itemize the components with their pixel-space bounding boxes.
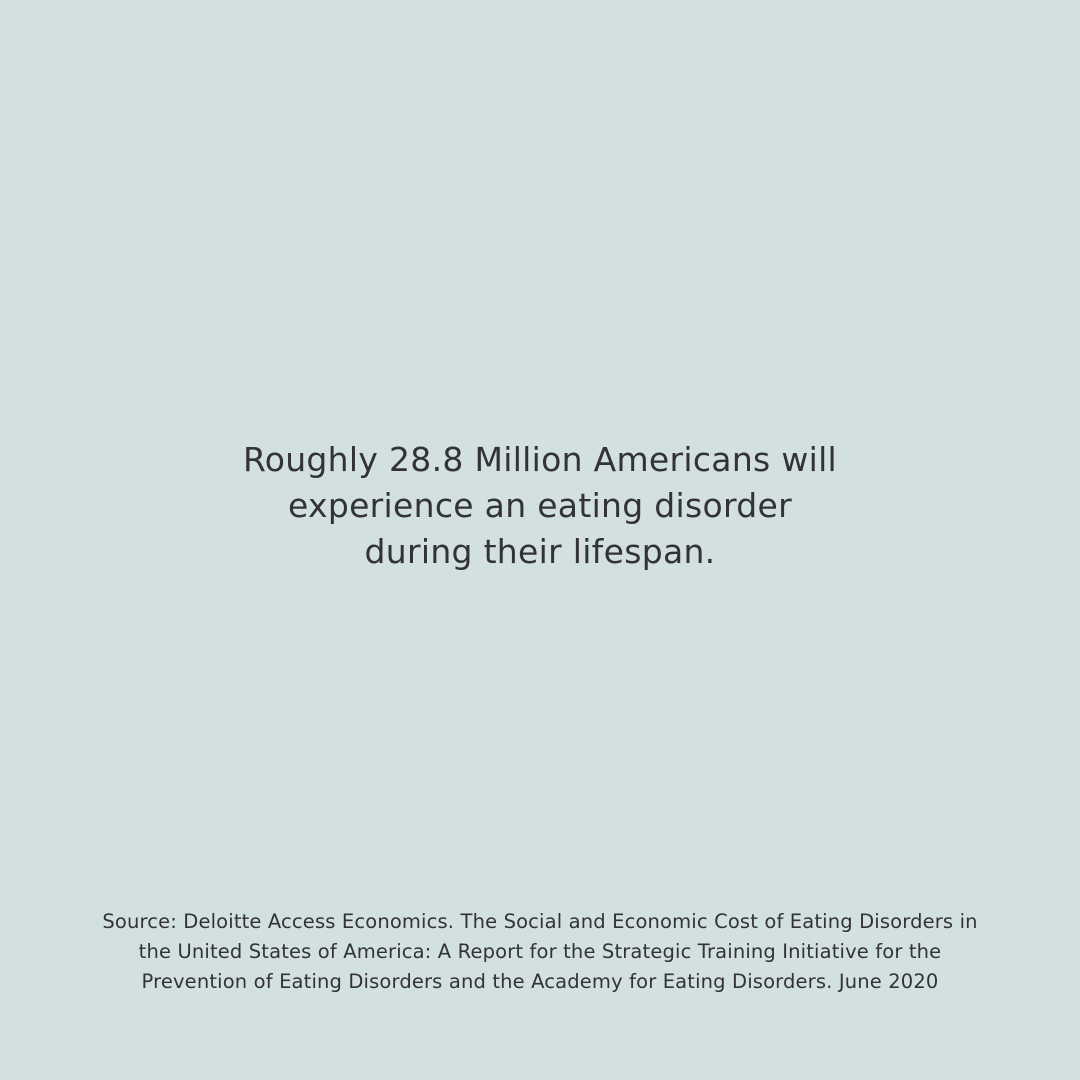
source-citation	[0, 907, 1080, 997]
source-line: the United States of America: A Report for the Strategic Training Initiative for the	[138, 940, 942, 963]
source-line: Source: Deloitte Access Economics. The Social and Economic Cost of Eating Disorders in	[102, 910, 978, 933]
headline-line: Roughly 28.8 Million Americans will	[242, 440, 838, 479]
source-line: Prevention of Eating Disorders and the Academy for Eating Disorders. June 2020	[141, 970, 939, 993]
headline-line: experience an eating disorder	[287, 486, 792, 525]
headline-statement	[0, 437, 1080, 575]
headline-line: during their lifespan.	[364, 532, 716, 571]
